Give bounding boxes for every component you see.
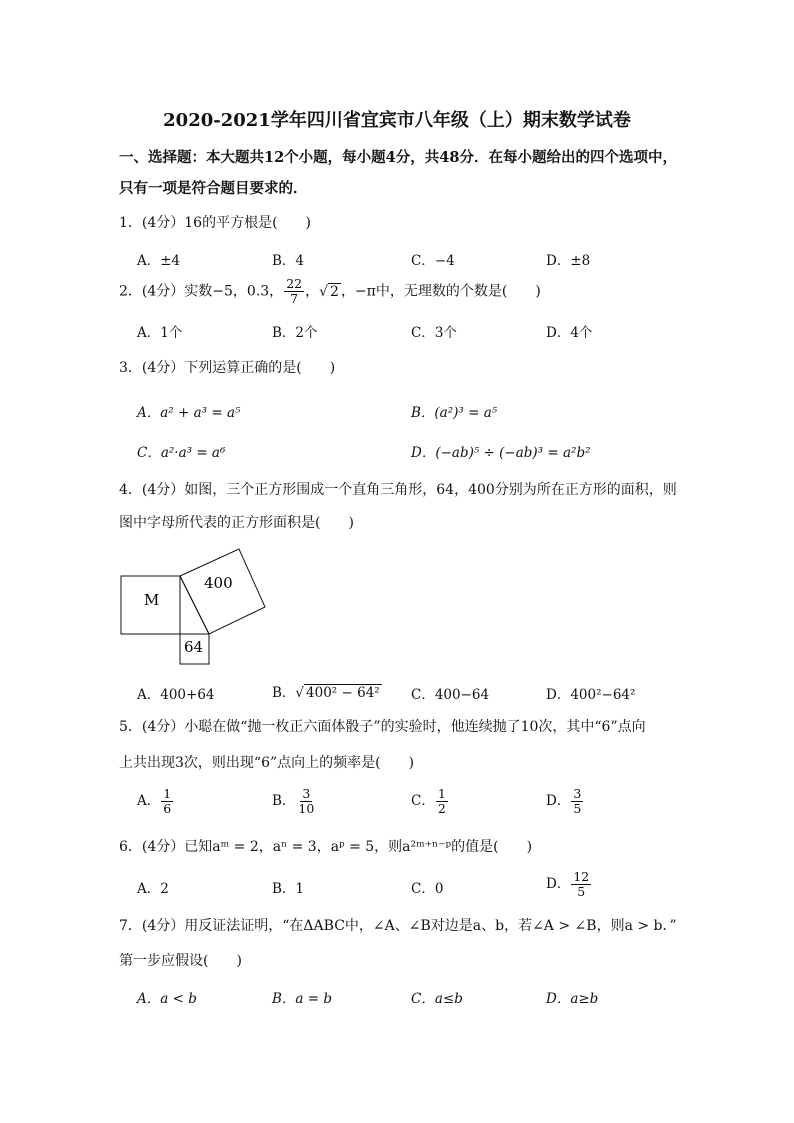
q2-option-a: A．1个	[137, 325, 183, 341]
question-2-stem	[119, 277, 541, 306]
q5-option-d-denominator: 5	[573, 801, 582, 816]
q1-option-a: A．±4	[137, 253, 181, 269]
q4-option-a: A．400+64	[137, 687, 215, 703]
question-7-stem-line2: 第一步应假设( )	[119, 953, 242, 969]
q7-option-a: A．a < b	[137, 991, 197, 1007]
q5-option-b-label: B．	[272, 793, 296, 809]
q4-option-d: D．400²−64²	[546, 687, 636, 703]
q2-option-c: C．3个	[411, 325, 457, 341]
q6-option-d-label: D．	[546, 876, 571, 892]
q5-option-a	[137, 787, 174, 816]
q5-option-c-numerator: 1	[437, 786, 446, 801]
question-7-stem-line1: 7．(4分）用反证法证明，“在ΔABC中，∠A、∠B对边是a、b，若∠A > ∠B，则a > b．”	[119, 918, 677, 934]
q2-sqrt	[319, 283, 341, 300]
q4-option-b-sqrt-symbol: √	[295, 685, 305, 701]
q5-option-a-label: A．	[137, 793, 161, 809]
question-4-stem-line1: 4．(4分）如图，三个正方形围成一个直角三角形，64，400分别为所在正方形的面积，则	[119, 482, 677, 498]
q2-fraction-denominator: 7	[290, 291, 299, 306]
question-5-stem-line2: 上共出现3次，则出现“6”点向上的频率是( )	[119, 755, 415, 771]
q5-option-b-numerator: 3	[302, 786, 311, 801]
q5-option-c	[411, 787, 449, 816]
q6-option-a: A．2	[137, 881, 169, 897]
q1-option-c: C．−4	[411, 253, 455, 269]
q1-option-d: D．±8	[546, 253, 591, 269]
q5-option-d-fraction	[571, 787, 583, 816]
q6-option-b: B．1	[272, 881, 305, 897]
question-4-stem-line2: 图中字母所代表的正方形面积是( )	[119, 515, 354, 531]
label-400: 400	[204, 574, 233, 592]
q6-option-c: C．0	[411, 881, 444, 897]
q6-option-d-fraction	[571, 870, 591, 899]
q5-option-c-fraction	[436, 787, 448, 816]
q4-option-b-sqrt	[295, 684, 381, 701]
question-5-stem-line1: 5．(4分）小聪在做“抛一枚正六面体骰子”的实验时，他连续抛了10次，其中“6”点向	[119, 719, 646, 735]
q4-option-b-label: B．	[272, 685, 296, 701]
q2-stem-part-b: ，	[305, 283, 320, 300]
question-1-stem: 1．(4分）16的平方根是( )	[119, 215, 312, 231]
q2-option-b: B．2个	[272, 325, 318, 341]
q2-fraction-numerator: 22	[286, 276, 303, 291]
label-64: 64	[184, 638, 204, 656]
q6-option-d-denominator: 5	[577, 884, 586, 899]
q4-option-b	[272, 681, 382, 701]
q5-option-b-denominator: 10	[298, 801, 315, 816]
q5-option-b	[272, 787, 317, 816]
q2-stem-part-a: 2．(4分）实数−5，0.3，	[119, 283, 284, 300]
q2-fraction	[284, 277, 304, 306]
q6-option-d-numerator: 12	[573, 869, 590, 884]
q5-option-d	[546, 787, 584, 816]
q3-option-d: D．(−ab)⁵ ÷ (−ab)³ = a²b²	[411, 445, 591, 461]
q1-option-b: B．4	[272, 253, 305, 269]
question-3-stem: 3．(4分）下列运算正确的是( )	[119, 360, 336, 376]
q5-option-d-label: D．	[546, 793, 571, 809]
q5-option-c-denominator: 2	[437, 801, 446, 816]
q5-option-a-denominator: 6	[163, 801, 172, 816]
q2-sqrt-symbol: √	[319, 283, 329, 300]
section-heading-line2: 只有一项是符合题目要求的．	[119, 180, 308, 197]
section-heading-line1: 一、选择题：本大题共12个小题，每小题4分，共48分．在每小题给出的四个选项中，	[119, 149, 677, 166]
q5-option-c-label: C．	[411, 793, 435, 809]
q2-sqrt-argument: 2	[330, 283, 339, 300]
q5-option-b-fraction	[296, 787, 316, 816]
q3-option-c: C．a²·a³ = a⁶	[137, 445, 226, 461]
q5-option-a-fraction	[161, 787, 173, 816]
q2-option-d: D．4个	[546, 325, 593, 341]
q5-option-d-numerator: 3	[573, 786, 582, 801]
q5-option-a-numerator: 1	[163, 786, 172, 801]
q7-option-b: B．a = b	[272, 991, 333, 1007]
q7-option-c: C．a≤b	[411, 991, 463, 1007]
q3-option-b: B．(a²)³ = a⁵	[411, 405, 498, 421]
q3-option-a: A．a² + a³ = a⁵	[137, 405, 241, 421]
label-m: M	[144, 591, 160, 609]
q6-option-d	[546, 870, 592, 899]
q4-squares-figure	[120, 546, 270, 666]
page-title: 2020-2021学年四川省宜宾市八年级（上）期末数学试卷	[163, 110, 631, 131]
q2-stem-part-c: ，−π中，无理数的个数是( )	[340, 283, 541, 300]
question-6-stem: 6．(4分）已知aᵐ = 2，aⁿ = 3，aᵖ = 5，则a²ᵐ⁺ⁿ⁻ᵖ的值是( )	[119, 839, 533, 855]
q7-option-d: D．a≥b	[546, 991, 599, 1007]
q4-option-b-sqrt-argument: 400² − 64²	[306, 685, 380, 701]
q4-option-c: C．400−64	[411, 687, 490, 703]
